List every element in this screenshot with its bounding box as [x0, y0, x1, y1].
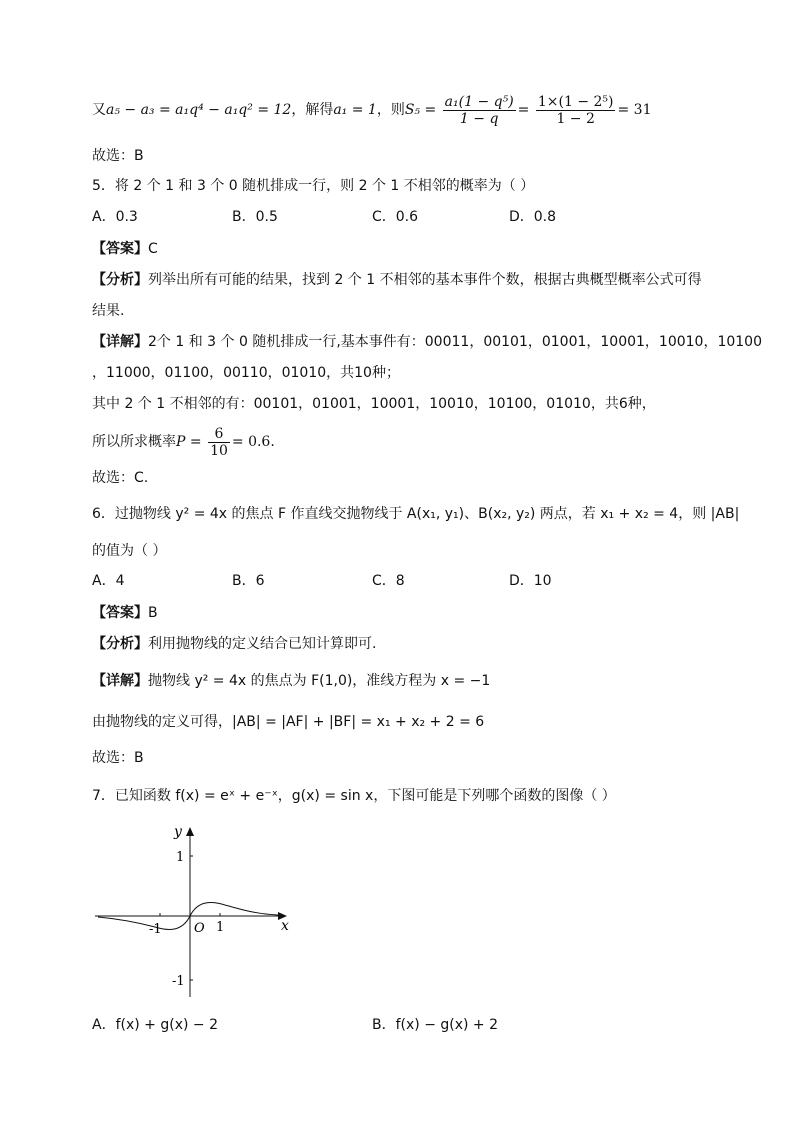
q4-mid: ，解得 — [291, 102, 334, 118]
q5-analysis-cont: 结果. — [92, 303, 125, 319]
q4-expr-1: a₅ − a₃ = a₁q⁴ − a₁q² = 12 — [106, 102, 292, 118]
q5-detail-cont: ，11000，01100，00110，01010，共10种； — [92, 365, 400, 381]
q6-answer — [92, 603, 158, 623]
q4-expr-2: a₁ = 1 — [333, 102, 377, 118]
q5-analysis-tag: 【分析】 — [92, 272, 148, 288]
q6-option-a: A．4 — [92, 573, 125, 589]
q5-detail-tag: 【详解】 — [92, 334, 148, 350]
x-axis-label: x — [281, 918, 289, 934]
q5-detail-nonadjacent: 其中 2 个 1 不相邻的有：00101，01001，10001，10010，10100，01010，共6种， — [92, 396, 656, 412]
q5-answer-tag: 【答案】 — [92, 241, 148, 257]
q6-analysis — [92, 634, 376, 654]
q6-option-c: C．8 — [372, 573, 405, 589]
tick-label-y-neg: -1 — [172, 974, 185, 989]
q4-frac1-num: a₁(1 − q⁵) — [444, 93, 514, 110]
q4-eq: = — [517, 102, 530, 118]
q6-analysis-tag: 【分析】 — [92, 636, 148, 652]
q5-answer — [92, 239, 158, 259]
q7-option-b: B．f(x) − g(x) + 2 — [372, 1017, 499, 1033]
q6-conclusion: 故选：B — [92, 750, 144, 766]
q6-detail-text-1: 抛物线 y² = 4x 的焦点为 F(1,0)，准线方程为 x = −1 — [148, 673, 491, 689]
q4-lead: 又 — [92, 102, 106, 118]
origin-label: O — [194, 921, 205, 936]
q5-option-c: C．0.6 — [372, 209, 419, 225]
q6-analysis-text: 利用抛物线的定义结合已知计算即可. — [148, 636, 377, 652]
q5-detail — [92, 332, 762, 352]
q5-prob-pre: 所以所求概率 — [92, 434, 176, 450]
q5-analysis-text-1: 列举出所有可能的结果，找到 2 个 1 不相邻的基本事件个数，根据古典概型概率公式可得 — [148, 272, 702, 288]
q4-answer-line: 故选：B — [92, 148, 144, 164]
q5-probability-line — [92, 424, 275, 460]
q6-option-d: D．10 — [509, 573, 552, 589]
q6-answer-tag: 【答案】 — [92, 605, 148, 621]
q5-answer-value: C — [148, 241, 158, 257]
q5-prob-fraction — [208, 426, 230, 459]
q5-prob-den: 10 — [210, 442, 228, 459]
q6-stem-2: 的值为（ ） — [92, 543, 167, 559]
q4-frac2-num: 1×(1 − 2⁵) — [537, 93, 614, 110]
q7-stem: 7．已知函数 f(x) = eˣ + e⁻ˣ，g(x) = sin x，下图可能是下列哪个函数的图像（ ） — [92, 788, 616, 804]
y-axis-arrow-icon — [186, 827, 194, 836]
q6-detail-tag: 【详解】 — [92, 673, 148, 689]
q4-solution-line — [92, 90, 651, 130]
q5-prob-post: = 0.6. — [231, 434, 275, 450]
q5-option-b: B．0.5 — [232, 209, 278, 225]
q6-detail — [92, 671, 490, 691]
tick-label-x-pos: 1 — [216, 920, 225, 935]
q5-detail-text-1: 2个 1 和 3 个 0 随机排成一行,基本事件有：00011，00101，01001，10001，10010，10100 — [148, 334, 762, 350]
q5-option-d: D．0.8 — [509, 209, 557, 225]
q5-prob-p: P = — [176, 434, 202, 450]
q6-option-b: B．6 — [232, 573, 265, 589]
q4-s-label: S₅ = — [404, 102, 437, 118]
y-axis-label: y — [174, 824, 182, 840]
q4-fraction-1 — [443, 94, 516, 127]
tick-label-x-neg: -1 — [149, 922, 162, 937]
q5-option-a: A．0.3 — [92, 209, 138, 225]
q6-detail-definition: 由抛物线的定义可得，|AB| = |AF| + |BF| = x₁ + x₂ + 2 = 6 — [92, 714, 485, 730]
q7-function-graph — [90, 822, 300, 1012]
q6-stem-1: 6．过抛物线 y² = 4x 的焦点 F 作直线交抛物线于 A(x₁, y₁)、B(x₂, y₂) 两点，若 x₁ + x₂ = 4，则 |AB| — [92, 506, 740, 522]
q4-frac1-den: 1 − q — [459, 110, 499, 127]
tick-label-y-pos: 1 — [176, 850, 185, 865]
q4-mid-2: ，则 — [376, 102, 405, 118]
q5-analysis — [92, 270, 702, 290]
q5-prob-num: 6 — [208, 426, 230, 443]
q7-option-a: A．f(x) + g(x) − 2 — [92, 1017, 218, 1033]
q6-answer-value: B — [148, 605, 158, 621]
q4-frac2-den: 1 − 2 — [556, 110, 595, 127]
q5-conclusion: 故选：C. — [92, 470, 149, 486]
q5-stem: 5．将 2 个 1 和 3 个 0 随机排成一行，则 2 个 1 不相邻的概率为（ ） — [92, 178, 535, 194]
q4-fraction-2 — [536, 94, 616, 127]
q4-result: = 31 — [617, 102, 652, 118]
